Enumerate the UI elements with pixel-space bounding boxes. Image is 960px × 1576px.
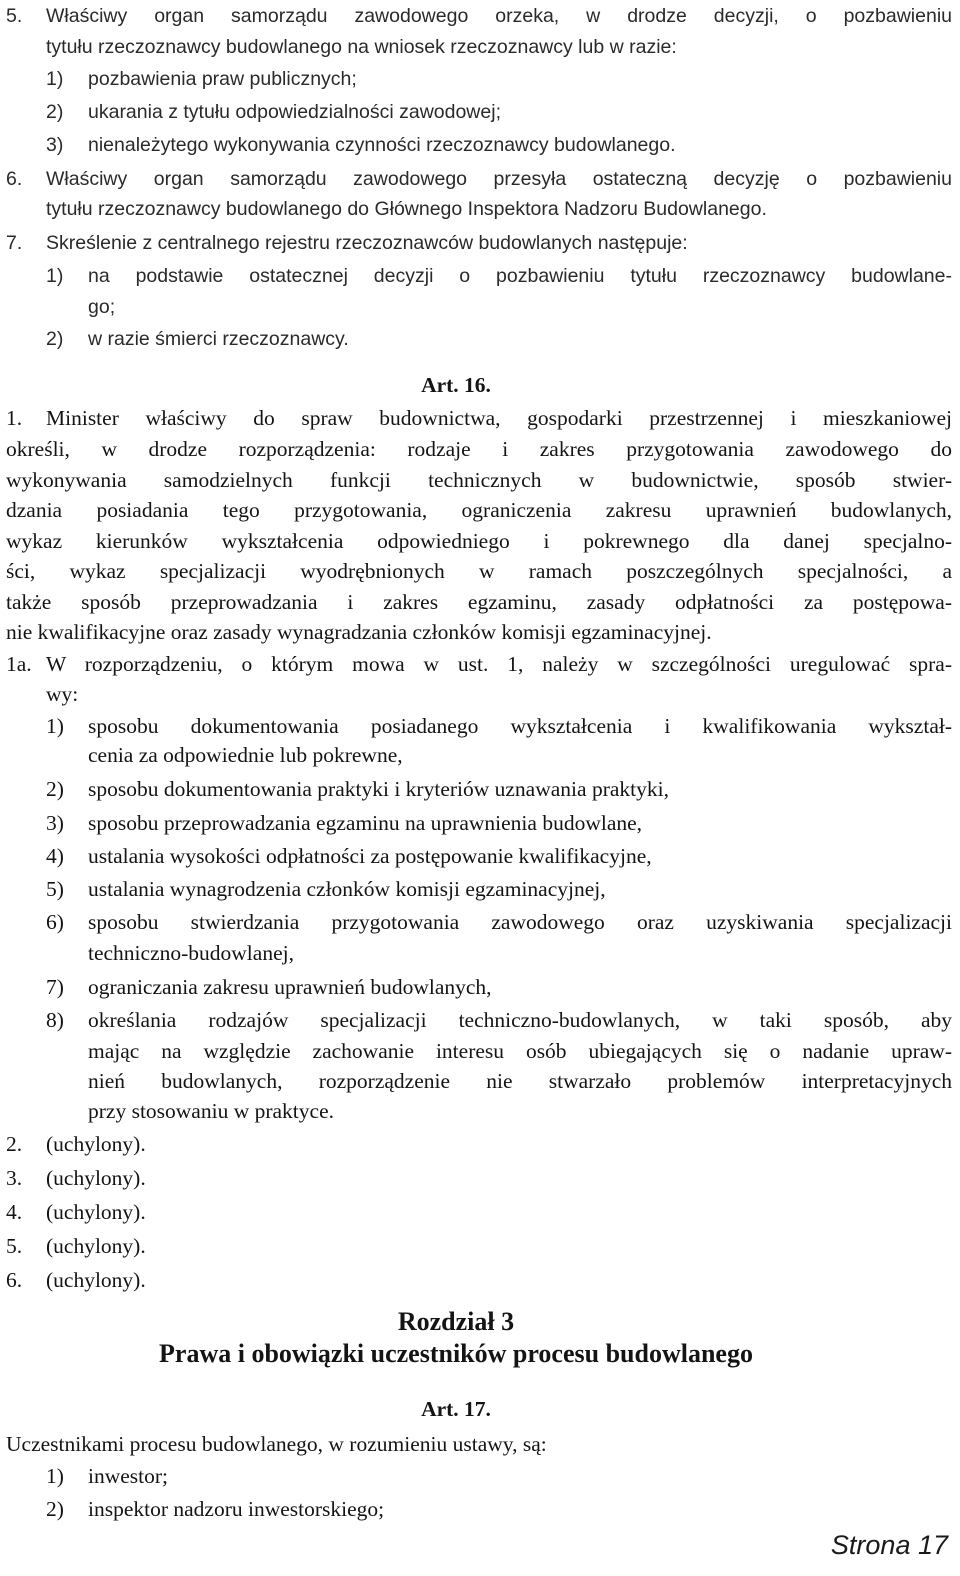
list-item-number: 1) [46, 714, 64, 738]
list-item-text: inspektor nadzoru inwestorskiego; [88, 1497, 385, 1521]
paragraph-line: Właściwy organ samorządu zawodowego orzeka, w drodze decyzji, o pozbawieniu [46, 5, 952, 27]
list-item-number: 5) [46, 877, 64, 901]
paragraph-number: 1. [6, 406, 23, 430]
article-heading: Art. 16. [421, 373, 491, 397]
list-item-text: inwestor; [88, 1464, 169, 1488]
list-item-number: 3) [46, 134, 64, 156]
paragraph-line: Właściwy organ samorządu zawodowego przesyła ostateczną decyzję o pozbawieniu [46, 168, 952, 190]
paragraph-number: 1a. [6, 652, 32, 676]
list-item-text: pozbawienia praw publicznych; [88, 68, 357, 90]
list-item-text: sposobu przeprowadzania egzaminu na uprawnienia budowlane, [88, 811, 643, 835]
list-item-number: 4) [46, 844, 64, 868]
list-item-text: w razie śmierci rzeczoznawcy. [88, 328, 349, 350]
paragraph-line: nie kwalifikacyjne oraz zasady wynagradzania członków komisji egzaminacyjnej. [6, 620, 712, 644]
paragraph-number: 6. [6, 168, 23, 190]
list-item-text: przy stosowaniu w praktyce. [88, 1099, 334, 1123]
article-heading: Art. 17. [421, 1397, 491, 1421]
paragraph-text: (uchylony). [46, 1234, 146, 1258]
list-item-text: go; [88, 296, 116, 318]
paragraph-number: 3. [6, 1166, 23, 1190]
list-item-number: 1) [46, 265, 64, 287]
list-item-text: sposobu dokumentowania praktyki i kryteriów uznawania praktyki, [88, 777, 669, 801]
list-item-text: nienależytego wykonywania czynności rzeczoznawcy budowlanego. [88, 134, 676, 156]
list-item-text: określania rodzajów specjalizacji techniczno-budowlanych, w taki sposób, aby [88, 1008, 952, 1032]
list-item-text: cenia za odpowiednie lub pokrewne, [88, 743, 403, 767]
paragraph-number: 4. [6, 1200, 23, 1224]
paragraph-text: (uchylony). [46, 1132, 146, 1156]
list-item-text: sposobu stwierdzania przygotowania zawodowego oraz uzyskiwania specjalizacji [88, 910, 952, 934]
paragraph-number: 2. [6, 1132, 23, 1156]
list-item-text: ukarania z tytułu odpowiedzialności zawodowej; [88, 101, 501, 123]
list-item-text: ustalania wynagrodzenia członków komisji egzaminacyjnej, [88, 877, 606, 901]
paragraph-line: ści, wykaz specjalizacji wyodrębnionych w ramach poszczególnych specjalności, a [6, 559, 952, 583]
list-item-number: 2) [46, 101, 64, 123]
chapter-title: Prawa i obowiązki uczestników procesu budowlanego [159, 1339, 753, 1368]
list-item-text: techniczno-budowlanej, [88, 941, 294, 965]
page-number: Strona 17 [830, 1530, 948, 1560]
paragraph-line: wykonywania samodzielnych funkcji technicznych w budownictwie, sposób stwier- [6, 468, 952, 492]
list-item-number: 8) [46, 1008, 64, 1032]
paragraph-number: 6. [6, 1268, 23, 1292]
paragraph-line: Skreślenie z centralnego rejestru rzeczoznawców budowlanych następuje: [46, 232, 688, 254]
paragraph-line: Minister właściwy do spraw budownictwa, gospodarki przestrzennej i mieszkaniowej [46, 406, 952, 430]
paragraph-text: (uchylony). [46, 1200, 146, 1224]
list-item-number: 2) [46, 1497, 64, 1521]
list-item-text: nień budowlanych, rozporządzenie nie stwarzało problemów interpretacyjnych [88, 1069, 952, 1093]
list-item-number: 2) [46, 328, 64, 350]
paragraph-line: określi, w drodze rozporządzenia: rodzaje i zakres przygotowania zawodowego do [6, 437, 952, 461]
list-item-text: mając na względzie zachowanie interesu osób ubiegających się o nadanie upraw- [88, 1039, 952, 1063]
paragraph-line: tytułu rzeczoznawcy budowlanego do Głównego Inspektora Nadzoru Budowlanego. [46, 198, 767, 220]
paragraph-line: Uczestnikami procesu budowlanego, w rozumieniu ustawy, są: [6, 1432, 547, 1456]
list-item-text: ustalania wysokości odpłatności za postępowanie kwalifikacyjne, [88, 844, 652, 868]
list-item-number: 6) [46, 910, 64, 934]
list-item-text: ograniczania zakresu uprawnień budowlanych, [88, 975, 492, 999]
paragraph-text: (uchylony). [46, 1268, 146, 1292]
list-item-number: 1) [46, 68, 64, 90]
paragraph-number: 5. [6, 1234, 23, 1258]
list-item-number: 3) [46, 811, 64, 835]
list-item-text: sposobu dokumentowania posiadanego wykształcenia i kwalifikowania wykształ- [88, 714, 952, 738]
paragraph-line: W rozporządzeniu, o którym mowa w ust. 1, należy w szczególności uregulować spra- [46, 652, 952, 676]
paragraph-line: także sposób przeprowadzania i zakres egzaminu, zasady odpłatności za postępowa- [6, 590, 952, 614]
paragraph-text: (uchylony). [46, 1166, 146, 1190]
paragraph-number: 7. [6, 232, 23, 254]
list-item-number: 2) [46, 777, 64, 801]
paragraph-line: wykaz kierunków wykształcenia odpowiedniego i pokrewnego dla danej specjalno- [6, 529, 952, 553]
paragraph-line: dzania posiadania tego przygotowania, ograniczenia zakresu uprawnień budowlanych, [6, 498, 952, 522]
list-item-number: 7) [46, 975, 64, 999]
paragraph-number: 5. [6, 5, 23, 27]
list-item-text: na podstawie ostatecznej decyzji o pozbawieniu tytułu rzeczoznawcy budowlane- [88, 265, 952, 287]
list-item-number: 1) [46, 1464, 64, 1488]
paragraph-line: wy: [46, 682, 79, 706]
paragraph-line: tytułu rzeczoznawcy budowlanego na wniosek rzeczoznawcy lub w razie: [46, 36, 677, 58]
chapter-label: Rozdział 3 [397, 1307, 515, 1336]
